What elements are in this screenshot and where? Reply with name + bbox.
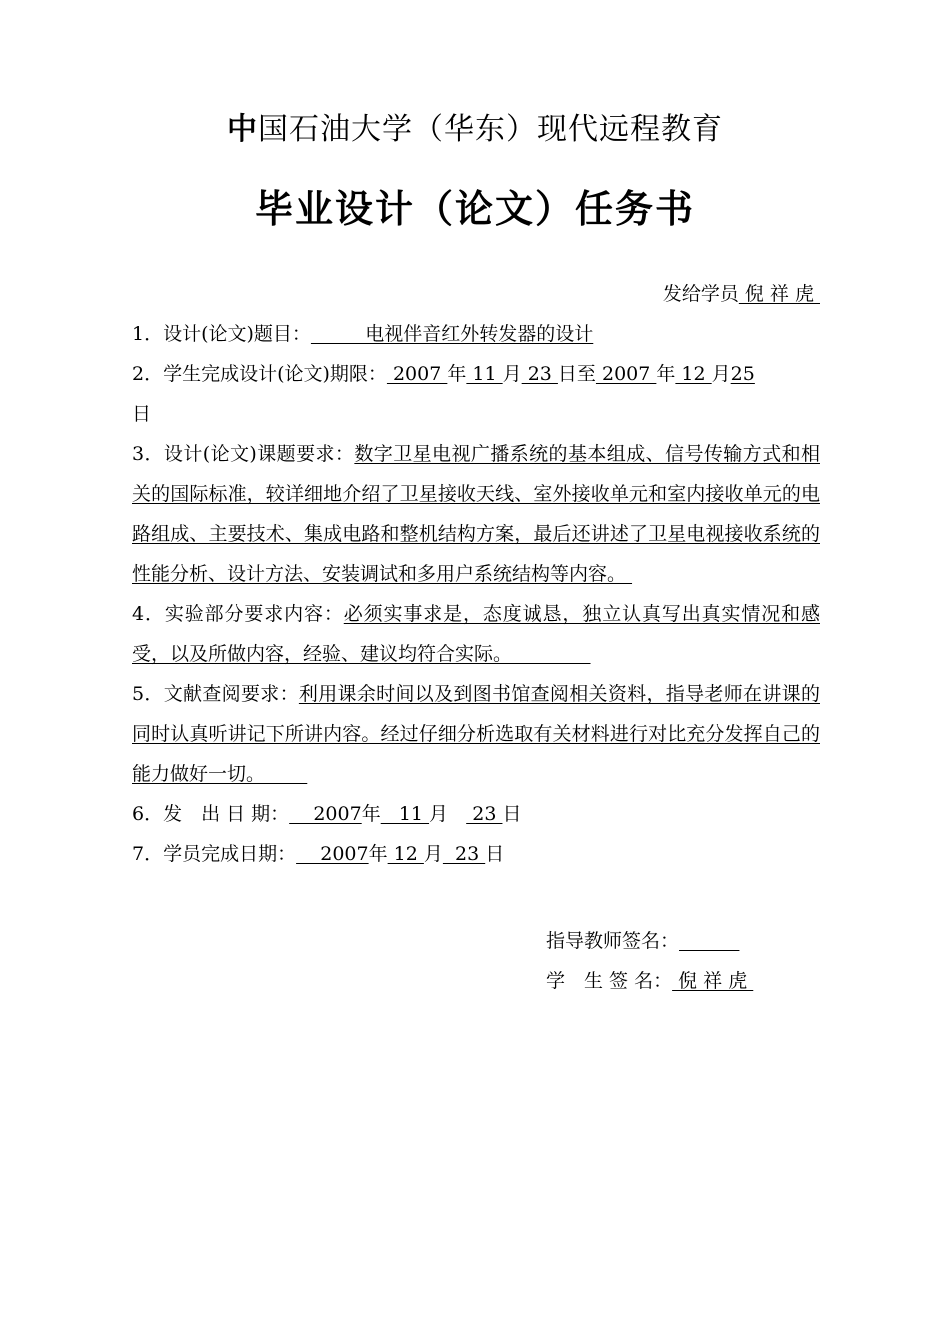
- item-7-day-unit: 日: [485, 843, 505, 865]
- item-1-label: 1．设计(论文)题目：: [132, 323, 311, 345]
- item-2-end-month: 12: [675, 363, 712, 385]
- item-2-end-year-unit: 年: [656, 363, 676, 385]
- item-6-day-unit: 日: [502, 803, 522, 825]
- item-2-end-day-unit: 日: [132, 403, 152, 425]
- institution-title: [0, 104, 950, 148]
- item-7-month-unit: 月: [423, 843, 443, 865]
- item-1-topic: [132, 314, 820, 354]
- item-7-label: 7．学员完成日期：: [132, 843, 297, 865]
- issued-to-name: 倪 祥 虎: [738, 283, 820, 305]
- item-4-text: 必须实事求是，态度诚恳，独立认真写出真实情况和感受，以及所做内容，经验、建议均符合实际。: [132, 603, 820, 665]
- item-5-label: 5．文献查阅要求：: [132, 683, 299, 705]
- item-2-deadline: [132, 354, 820, 434]
- item-1-value: 电视伴音红外转发器的设计: [310, 323, 594, 345]
- teacher-signature-label: 指导教师签名：: [546, 930, 680, 952]
- student-signature-label: 学 生 签 名：: [546, 970, 673, 992]
- item-2-month-unit: 月: [502, 363, 522, 385]
- item-7-month: 12: [387, 843, 424, 865]
- item-2-start-month: 11: [466, 363, 503, 385]
- item-3-requirements: [132, 434, 820, 594]
- item-2-start-day: 23: [521, 363, 558, 385]
- item-2-year-unit: 年: [447, 363, 467, 385]
- item-5-text: 利用课余时间以及到图书馆查阅相关资料，指导老师在讲课的同时认真听讲记下所讲内容。经过仔细分析选取有关材料进行对比充分发挥自己的能力做好一切。: [132, 683, 820, 785]
- item-4-label: 4．实验部分要求内容：: [132, 603, 344, 625]
- item-2-end-year: 2007: [595, 363, 657, 385]
- item-6-month-unit: 月: [429, 803, 449, 825]
- issued-to-label: 发给学员: [662, 283, 739, 305]
- item-5-literature: [132, 674, 820, 794]
- item-6-issue-date: [132, 794, 820, 834]
- teacher-signature-value: [679, 930, 739, 952]
- item-7-completion-date: [132, 834, 820, 874]
- item-6-year: 2007: [289, 803, 362, 825]
- item-7-day: 23: [442, 843, 486, 865]
- item-3-text: 数字卫星电视广播系统的基本组成、信号传输方式和相关的国际标准，较详细地介绍了卫星接收天线、室外接收单元和室内接收单元的电路组成、主要技术、集成电路和整机结构方案，最后还讲述了卫星电视接收系统的性能分析、设计方法、安装调试和多用户系统结构等内容。: [132, 443, 820, 585]
- item-6-day: 23: [466, 803, 503, 825]
- student-signature-line: [546, 961, 753, 1001]
- item-6-year-unit: 年: [361, 803, 381, 825]
- institution-title-first-char: 中: [227, 112, 258, 147]
- item-2-day-to: 日至: [557, 363, 596, 385]
- task-body: [132, 274, 820, 874]
- document-title: 毕业设计（论文）任务书: [254, 187, 695, 231]
- item-4-experiment: [132, 594, 820, 674]
- issued-to-line: [132, 274, 820, 314]
- item-2-end-month-unit: 月: [711, 363, 731, 385]
- item-7-year: 2007: [296, 843, 369, 865]
- item-3-label: 3．设计(论文)课题要求：: [132, 443, 355, 465]
- item-2-end-day: 25: [730, 363, 755, 385]
- item-2-start-year: 2007: [386, 363, 448, 385]
- institution-title-rest: 国石油大学（华东）现代远程教育: [258, 112, 723, 147]
- student-signature-value: 倪 祥 虎: [672, 970, 754, 992]
- item-6-month: 11: [380, 803, 430, 825]
- item-6-label: 6．发 出 日 期：: [132, 803, 290, 825]
- item-7-year-unit: 年: [368, 843, 388, 865]
- teacher-signature-line: [546, 921, 739, 961]
- item-2-label: 2．学生完成设计(论文)期限：: [132, 363, 387, 385]
